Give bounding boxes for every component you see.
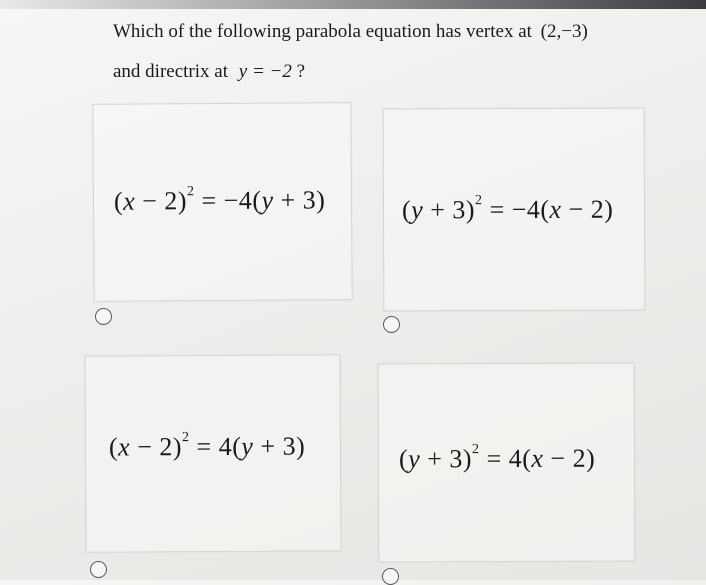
eq-c-rhs-prefix: = 4( (189, 431, 242, 462)
eq-a-lhs-rest: − 2) (135, 186, 188, 216)
question-line-2 (113, 52, 673, 92)
eq-c-lhs-var: x (118, 432, 131, 462)
option-equation-a (114, 185, 326, 216)
option-equation-c (109, 432, 305, 463)
option-radio-a[interactable] (95, 308, 112, 325)
eq-d-rhs-prefix: = 4( (479, 443, 532, 474)
eq-a-rhs-rest: + 3) (273, 185, 326, 215)
eq-c-rhs-rest: + 3) (253, 431, 306, 461)
eq-a-exponent: 2 (186, 184, 195, 200)
eq-c-exponent: 2 (181, 430, 190, 446)
question-prompt: Which of the following parabola equation has vertex at (113, 21, 532, 42)
directrix-prefix: and directrix at (113, 61, 229, 82)
eq-b-rhs-var: x (549, 194, 562, 224)
eq-b-rhs-prefix: = −4( (482, 194, 550, 225)
eq-d-lhs-open: ( (398, 444, 409, 474)
option-card-a[interactable] (92, 102, 352, 302)
option-card-d[interactable] (378, 363, 636, 563)
eq-b-lhs-open: ( (401, 195, 412, 225)
option-card-c[interactable] (84, 354, 341, 552)
eq-a-lhs-open: ( (113, 186, 124, 216)
option-card-b[interactable] (383, 108, 646, 312)
option-radio-c[interactable] (90, 561, 107, 578)
question-line-1 (113, 12, 673, 52)
option-equation-b (402, 195, 614, 226)
eq-b-lhs-rest: + 3) (423, 195, 476, 225)
eq-a-rhs-prefix: = −4( (194, 185, 262, 216)
eq-a-rhs-var: y (261, 185, 274, 215)
eq-c-lhs-rest: − 2) (130, 432, 183, 462)
eq-b-rhs-rest: − 2) (561, 194, 614, 224)
eq-b-lhs-var: y (411, 195, 424, 225)
vertex-value: (2,−3) (540, 21, 588, 42)
question-mark: ? (296, 61, 306, 82)
top-bar (0, 0, 706, 9)
question-text (113, 12, 673, 92)
eq-b-exponent: 2 (474, 193, 483, 209)
eq-c-rhs-var: y (241, 431, 254, 461)
eq-d-rhs-var: x (531, 443, 544, 473)
option-equation-d (399, 444, 595, 475)
eq-d-lhs-rest: + 3) (420, 444, 473, 474)
option-radio-b[interactable] (383, 316, 400, 333)
eq-d-exponent: 2 (471, 442, 480, 458)
eq-d-rhs-rest: − 2) (543, 443, 596, 473)
eq-a-lhs-var: x (123, 186, 136, 216)
eq-d-lhs-var: y (408, 444, 421, 474)
option-radio-d[interactable] (382, 568, 399, 585)
directrix-value: y = −2 (238, 61, 292, 82)
eq-c-lhs-open: ( (108, 432, 119, 462)
